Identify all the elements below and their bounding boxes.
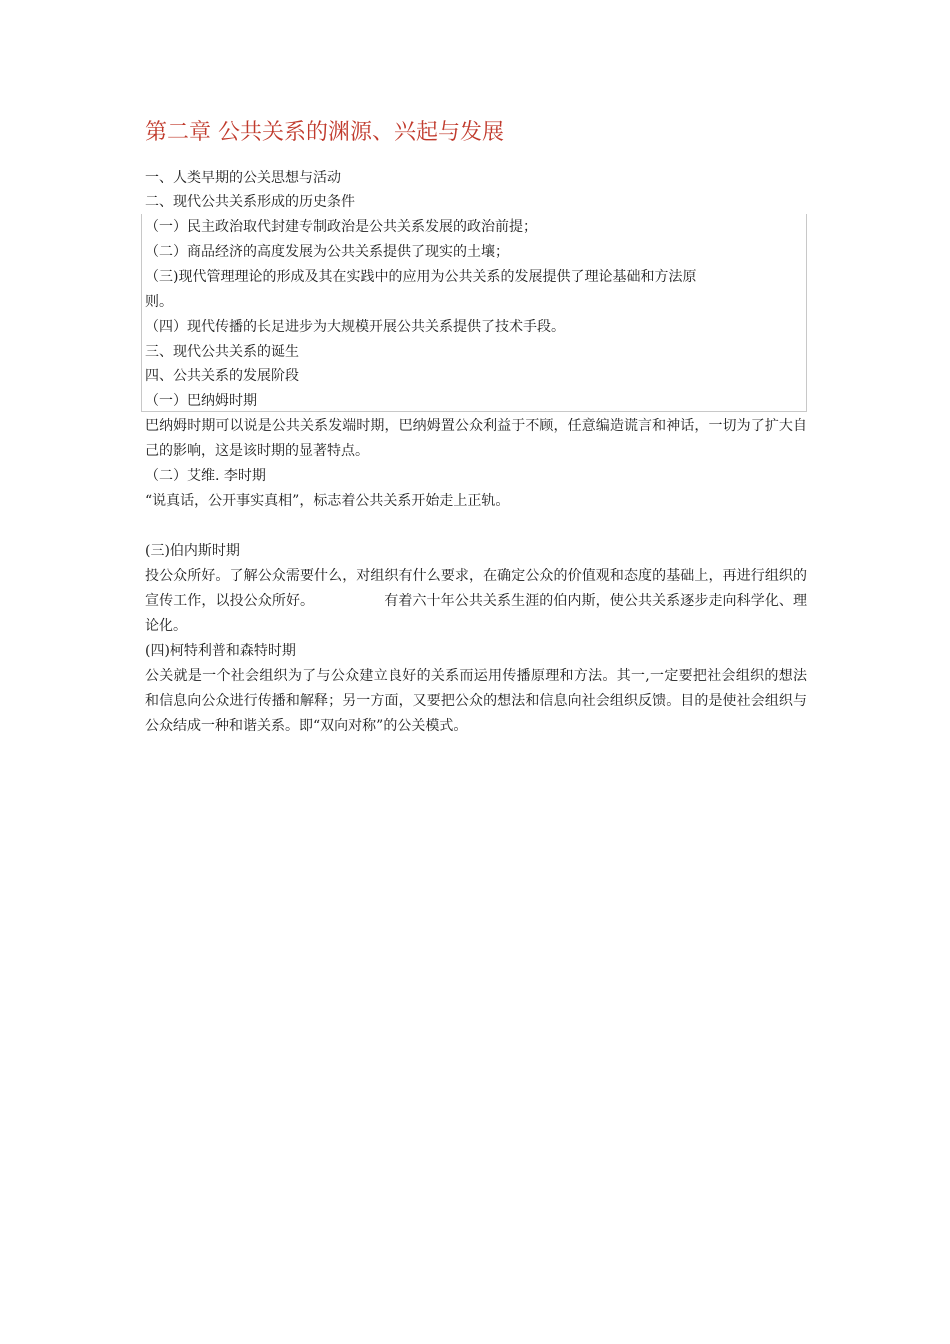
condition-item-2: （二）商品经济的高度发展为公共关系提供了现实的土壤；	[145, 244, 509, 260]
condition-item-3-cont: 则。	[145, 294, 173, 310]
condition-item-1: （一）民主政治取代封建专制政治是公共关系发展的政治前提；	[145, 219, 537, 235]
phase-1-heading: （一）巴纳姆时期	[145, 393, 257, 409]
phase-3-text-b: 有着六十年公共关系生涯的伯内斯，使公共关系逐步走向科学化、理论化。	[145, 593, 808, 634]
phase-4-text: 公关就是一个社会组织为了与公众建立良好的关系而运用传播原理和方法。其一,一定要把社会组织的想法和信息向公众进行传播和解释；另一方面，又要把公众的想法和信息向社会组织反馈。目的是使社会组织与公众结成一种和谐关系。即“双向对称”的公关模式。	[145, 668, 807, 734]
page-title: 第二章 公共关系的渊源、兴起与发展	[145, 120, 504, 145]
phase-4-heading: (四)柯特利普和森特时期	[145, 643, 296, 659]
phase-2-heading: （二）艾维. 李时期	[145, 468, 266, 484]
phase-2-text: “说真话，公开事实真相”，标志着公共关系开始走上正轨。	[145, 493, 510, 509]
phase-3-text-a: 投公众所好。了解公众需要什么，对组织有什么要求，在确定公众的价值观和态度的基础上，再进行组织的宣传工作，以投公众所好。	[145, 568, 807, 609]
phase-3-text	[145, 564, 807, 639]
phase-1-text: 巴纳姆时期可以说是公共关系发端时期，巴纳姆置公众利益于不顾，任意编造谎言和神话，一切为了扩大自己的影响，这是该时期的显著特点。	[145, 418, 807, 459]
section-heading-4: 四、公共关系的发展阶段	[145, 368, 299, 384]
condition-item-3: （三)现代管理理论的形成及其在实践中的应用为公共关系的发展提供了理论基础和方法原	[145, 269, 697, 285]
section-heading-2: 二、现代公共关系形成的历史条件	[145, 194, 355, 210]
section-heading-1: 一、人类早期的公关思想与活动	[145, 170, 341, 186]
phase-3-heading: (三)伯内斯时期	[145, 543, 240, 559]
section-heading-3: 三、现代公共关系的诞生	[145, 344, 299, 360]
condition-item-4: （四）现代传播的长足进步为大规模开展公共关系提供了技术手段。	[145, 319, 565, 335]
